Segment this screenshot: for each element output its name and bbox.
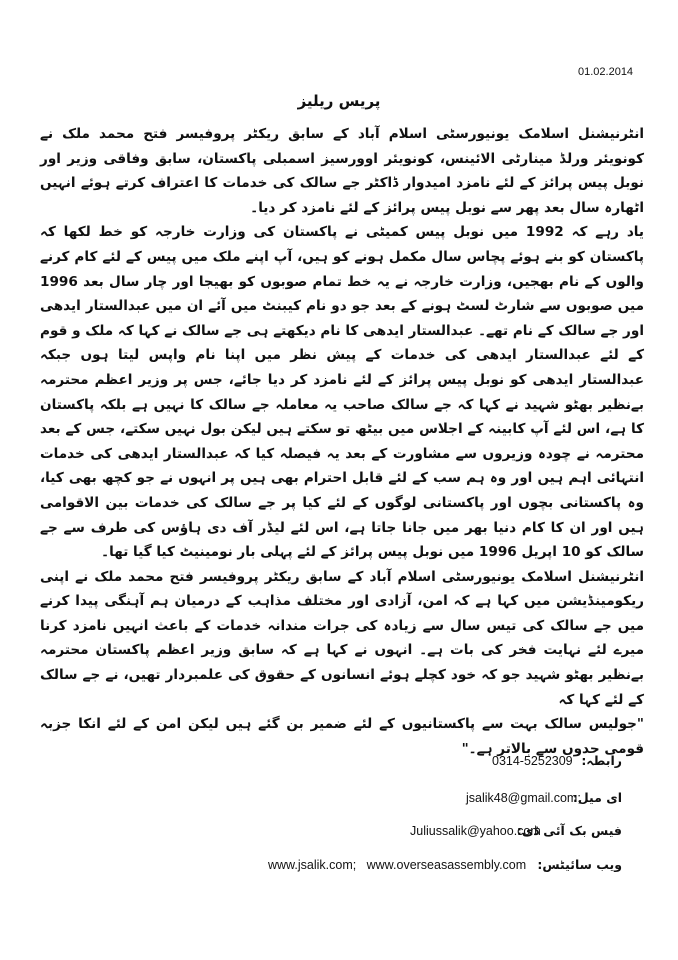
paragraph-recommendation: انٹرنیشنل اسلامک یونیورسٹی اسلام آباد کے سابق ریکٹر پروفیسر فتح محمد ملک نے اپنی ریکومینڈیشن میں کہا ہے کہ امن، آزادی اور مختلف مذاہب کے درمیان ہم آہنگی پیدا کرنے میں جے سالک کی تیس سال سے زیادہ کی جرات مندانہ خدمات کے باعث انہیں نامزد کرنا میرے لئے نہایت فخر کی بات ہے۔ انہوں نے کہا ہے کہ سابق وزیر اعظم پاکستان محترمہ بےنظیر بھٹو شہید جو کہ خود کچلے ہوئے انسانوں کے حقوق کی علمبردار تھیں، نے جے سالک کے لئے کہا کہ — [40, 568, 644, 708]
facebook-id[interactable]: Juliussalik@yahoo.com — [410, 824, 541, 838]
email-label: ای میل: — [572, 790, 622, 805]
phone-label: رابطہ: — [581, 753, 622, 768]
website-links[interactable]: www.jsalik.com; www.overseasassembly.com — [268, 858, 527, 872]
page-title: پریس ریلیز — [297, 92, 381, 110]
quote-benazir: "جولیس سالک بہت سے پاکستانیوں کے لئے ضمیر بن گئے ہیں لیکن امن کے لئے انکا جزبہ قومی حدوں سے بالاتر ہے۔" — [40, 716, 644, 757]
email-link[interactable]: jsalik48@gmail.com; — [466, 791, 581, 805]
website-label: ویب سائیٹس: — [537, 857, 622, 872]
facebook-label: فیس بک آئی ڈی: — [516, 823, 622, 838]
release-date: 01.02.2014 — [578, 66, 634, 78]
paragraph-nomination: انٹرنیشنل اسلامک یونیورسٹی اسلام آباد کے سابق ریکٹر پروفیسر فتح محمد ملک نے کونویئر ورلڈ مینارٹی الائینس، کونویئر اوورسیز اسمبلی پاکستان، سابق وفاقی وزیر اور نوبل پیس پرائز کے لئے نامزد امیدوار ڈاکٹر جے سالک کی خدمات کا اعتراف کرتے ہوئے انہیں اٹھارہ سال بعد پھر سے نوبل پیس پرائز کے لئے نامزد کر دیا۔ — [40, 126, 644, 216]
paragraph-history: یاد رہے کہ 1992 میں نوبل پیس کمیٹی نے پاکستان کی وزارت خارجہ کو خط لکھا کہ پاکستان کو بنے ہوئے پچاس سال مکمل ہونے کو ہیں، آپ اپنے ملک میں پیس کے لئے کام کرنے والوں کے نام بھجیں، وزارت خارجہ نے یہ خط تمام صوبوں کو بھیجا اور چار سال بعد 1996 میں صوبوں سے شارٹ لسٹ ہونے کے بعد جو دو نام کیبنٹ میں آئے ان میں عبدالستار ایدھی اور جے سالک کے نام تھے۔ عبدالستار ایدھی کا نام دیکھتے ہی جے سالک نے کہا کہ ملک و قوم کے لئے عبدالستار ایدھی کی خدمات کے پیش نظر میں اپنا نام واپس لیتا ہوں جبکہ عبدالستار ایدھی کو نوبل پیس پرائز کے لئے نامزد کر دیا جائے، جس پر وزیر اعظم محترمہ بےنظیر بھٹو شہید نے کہا کہ جے سالک صاحب یہ معاملہ جے سالک کا نہیں ہے بلکہ پاکستان کا ہے، اس لئے آپ کابینہ کے اجلاس میں بیٹھ تو سکتے ہیں لیکن بول نہیں سکتے، جس کے بعد محترمہ نے چودہ وزیروں سے مشاورت کے بعد یہ فیصلہ کیا کہ عبدالستار ایدھی کی خدمات انتہائی اہم ہیں اور وہ ہم سب کے لئے قابل احترام بھی ہیں پر انہوں نے جو کچھ بھی کیا، وہ پاکستانی بچوں اور پاکستانی لوگوں کے لئے کیا پر جے سالک کی خدمات بین الاقوامی ہیں اور ان کا کام دنیا بھر میں جانا جاتا ہے، اس لئے لیڈر آف دی ہاؤس کی طرف سے جے سالک کو 10 اپریل 1996 میں نوبل پیس پرائز کے لئے پہلی بار نومینیٹ کیا گیا تھا۔ — [40, 224, 645, 561]
phone-number: 0314-5252309 — [492, 754, 573, 768]
